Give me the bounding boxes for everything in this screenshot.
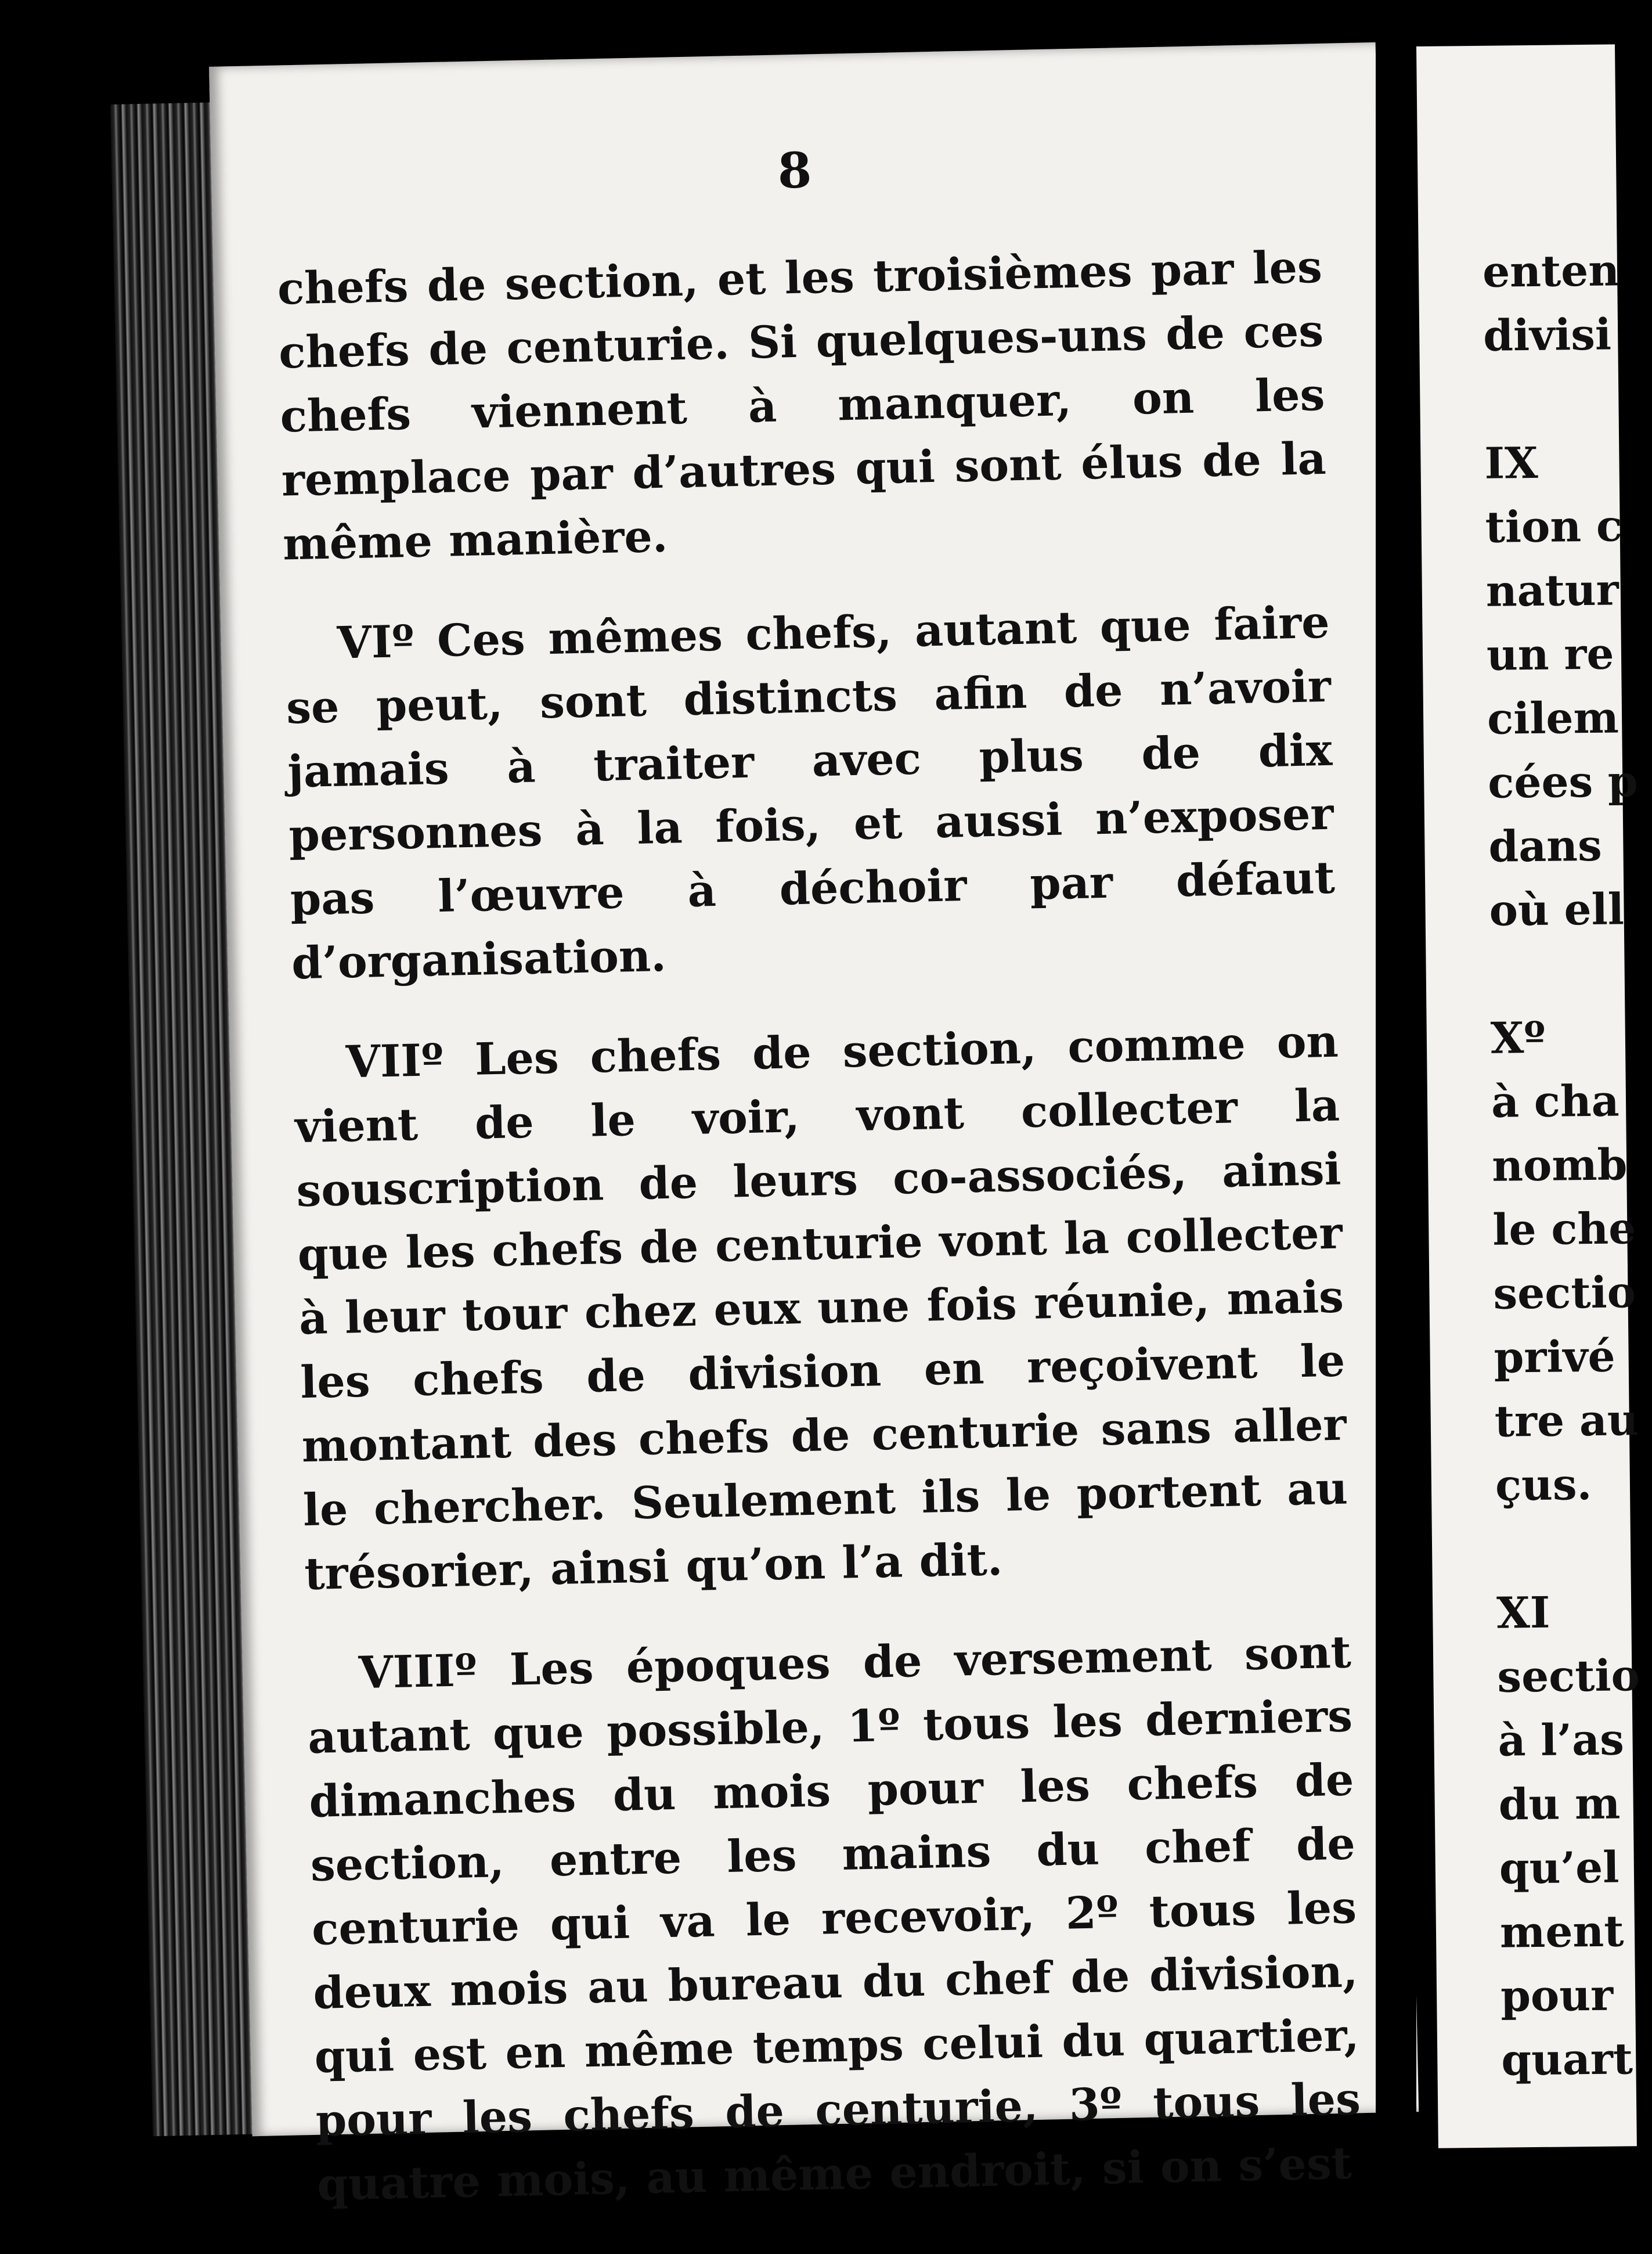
text-line: çus. [1495,1459,1592,1511]
text-line: quart [1500,2034,1633,2086]
text-line: divisi [1483,309,1612,361]
text-line: privé [1494,1331,1616,1383]
text-line [1496,1516,1647,1582]
text-line: natur [1485,565,1619,617]
paragraph: chefs de section, et les troisièmes par les chefs de centurie. Si quelques-uns de ces chefs viennent à manquer, on les remplace par d’autres qui sont élus de la même manière. [277,240,1327,570]
text-line: sectio [1496,1651,1640,1702]
text-line: cées p [1487,757,1639,808]
right-page-text [1483,239,1652,2093]
text-line: pour [1500,1970,1614,2022]
text-line: tion c [1485,501,1623,553]
text-line: tre au [1494,1395,1639,1447]
body-text [277,235,1364,2253]
text-line: sectio [1493,1268,1636,1319]
text-line: dans [1488,820,1603,872]
right-page [1416,44,1640,2148]
text-line: enten [1482,246,1620,297]
paragraph: VIº Ces mêmes chefs, autant que faire se peut, sont distincts afin de n’avoir jamais à traiter avec plus de dix personnes à la fois, et aussi n’exposer pas l’œuvre à déchoir par défaut d’organisation. [286,596,1336,989]
text-line: nomb [1491,1140,1628,1191]
left-page [209,42,1419,2210]
text-line: où ell [1489,884,1625,936]
text-line: un re [1486,629,1614,680]
text-line: IX [1484,438,1539,489]
gutter [1376,46,1416,2137]
text-line: cilem [1487,693,1619,744]
text-line: XI [1496,1587,1550,1639]
text-line: le che [1492,1204,1636,1255]
text-line: à cha [1491,1076,1620,1128]
text-line: ment [1499,1906,1624,1958]
page-number: 8 [777,141,813,200]
text-line [1489,941,1640,1007]
text-line: du m [1498,1778,1621,1830]
text-line: à l’as [1498,1715,1625,1766]
text-line: Xº [1490,1013,1546,1064]
paragraph: VIIIº Les époques de versement sont autant que possible, 1º tous les derniers dimanches du mois pour les chefs de section, entre les mains du chef de centurie qui va le recevoir, 2º tous les deux mois au bureau du chef de division, qui est en même temps celui du quartier, pour les chefs de centurie, 3º tous les quatre mois, au même endroit, si on s’est [307,1626,1361,2210]
text-line: qu’el [1499,1842,1619,1894]
text-line [1484,366,1635,432]
paragraph: VIIº Les chefs de section, comme on vient de le voir, vont collecter la souscription de leurs co-associés, ainsi que les chefs de centurie vont la collecter à leur tour chez eux une fois réunie, mais les chefs de division en reçoivent le montant des chefs de centurie sans aller le chercher. Seulement ils le portent au trésorier, ainsi qu’on l’a dit. [294,1015,1348,1600]
